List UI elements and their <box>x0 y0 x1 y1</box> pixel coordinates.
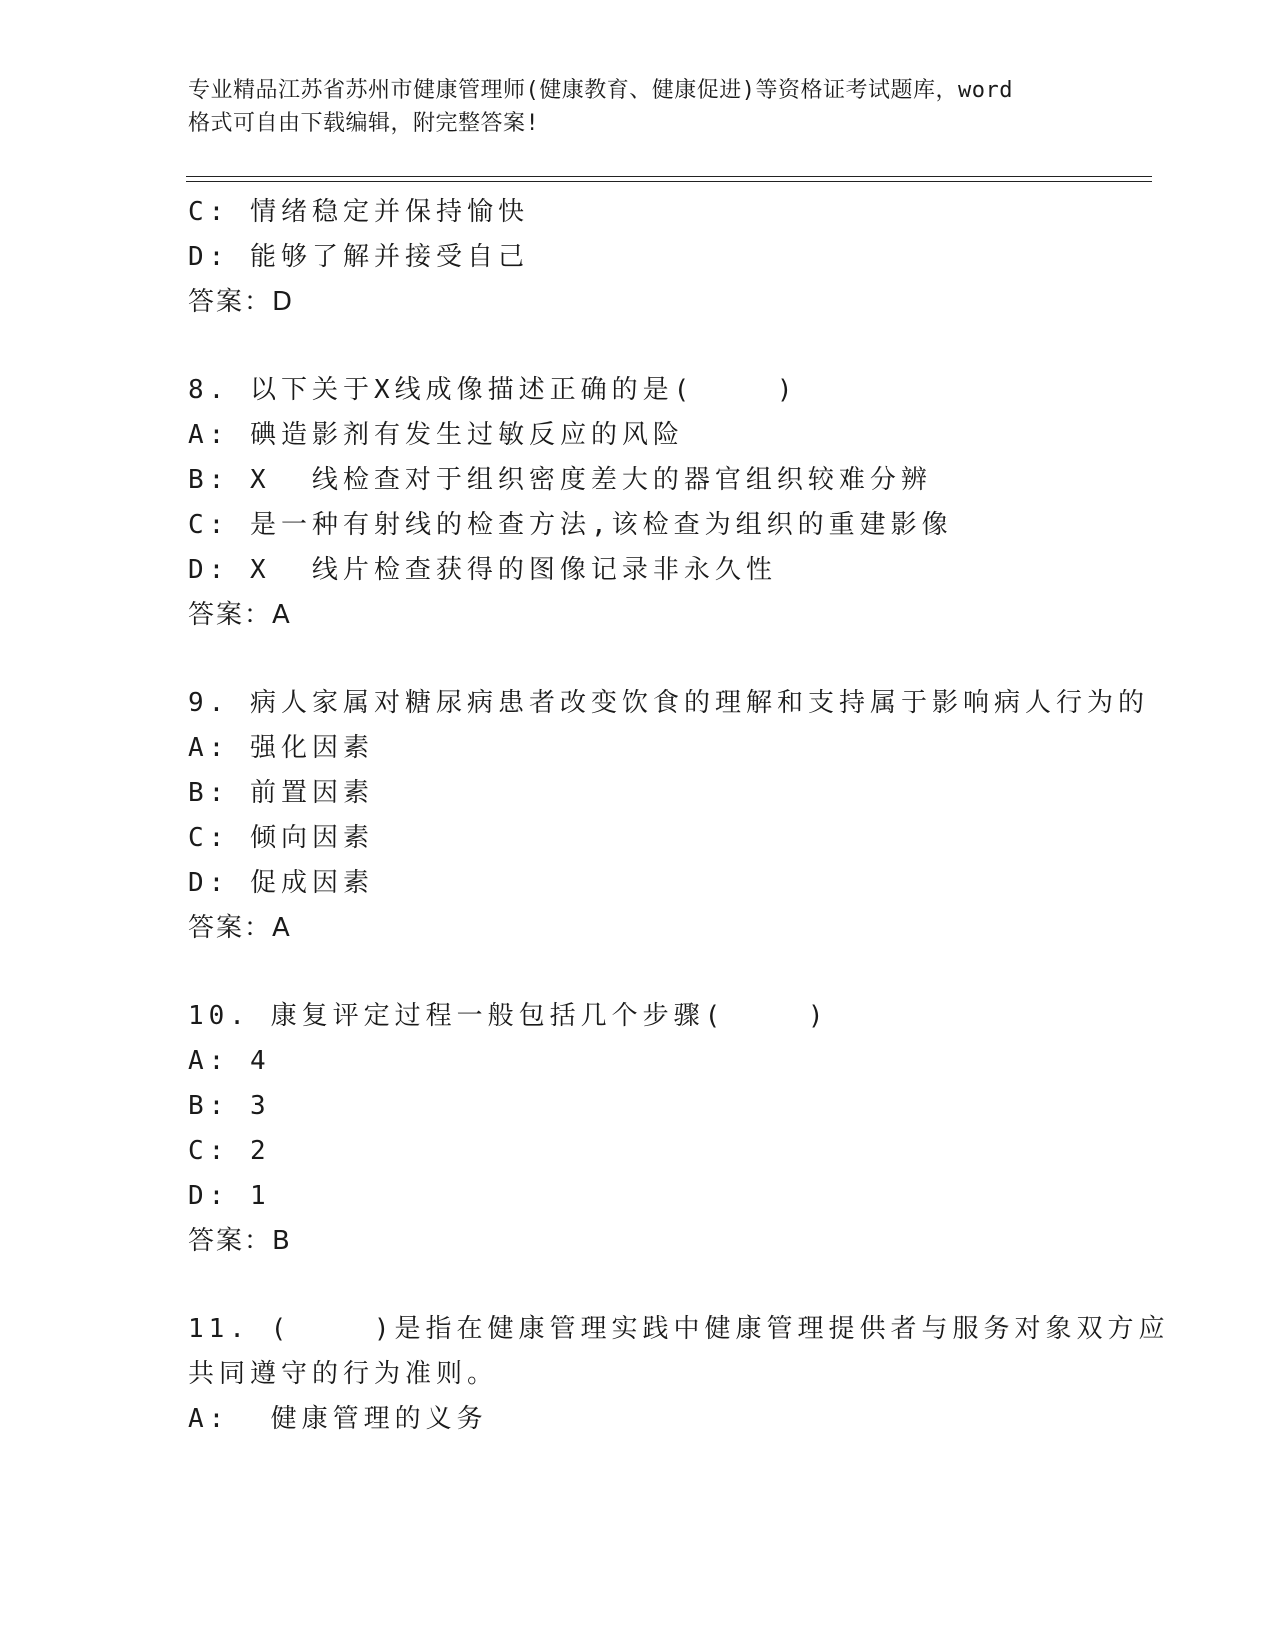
q7-option-d: D: 能够了解并接受自己 <box>188 242 529 272</box>
question-8 <box>188 368 1148 638</box>
q8-option-d: D: X 线片检查获得的图像记录非永久性 <box>188 555 777 585</box>
q11-option-a: A: 健康管理的义务 <box>188 1404 488 1434</box>
spacer <box>188 325 1148 368</box>
spacer <box>188 1264 1148 1307</box>
q8-option-b: B: X 线检查对于组织密度差大的器官组织较难分辨 <box>188 465 932 495</box>
spacer <box>188 951 1148 994</box>
question-11 <box>188 1307 1170 1442</box>
q10-option-d: D: 1 <box>188 1181 271 1211</box>
header-line-2: 格式可自由下载编辑，附完整答案! <box>188 111 540 136</box>
q9-option-d: D: 促成因素 <box>188 868 374 898</box>
q9-option-a: A: 强化因素 <box>188 733 374 763</box>
q10-stem: 10. 康复评定过程一般包括几个步骤( ) <box>188 1001 829 1031</box>
question-7-tail <box>188 190 1148 325</box>
q10-option-a: A: 4 <box>188 1046 271 1076</box>
q9-option-b: B: 前置因素 <box>188 778 374 808</box>
header-divider-bottom <box>186 181 1152 182</box>
q9-stem: 9. 病人家属对糖尿病患者改变饮食的理解和支持属于影响病人行为的 <box>188 688 1149 718</box>
spacer <box>188 638 1148 681</box>
q8-option-a: A: 碘造影剂有发生过敏反应的风险 <box>188 420 684 450</box>
q10-option-b: B: 3 <box>188 1091 271 1121</box>
question-9 <box>188 681 1148 951</box>
q11-stem-line-2: 共同遵守的行为准则。 <box>188 1359 499 1389</box>
q11-stem-line-1: 11. ( )是指在健康管理实践中健康管理提供者与服务对象双方应 <box>188 1314 1170 1344</box>
question-content <box>188 190 1170 1442</box>
q8-option-c: C: 是一种有射线的检查方法,该检查为组织的重建影像 <box>188 510 953 540</box>
q9-answer: 答案：A <box>188 913 292 943</box>
question-10 <box>188 994 1148 1264</box>
q8-stem: 8. 以下关于X线成像描述正确的是( ) <box>188 375 798 405</box>
header-divider-top <box>186 176 1152 177</box>
q9-option-c: C: 倾向因素 <box>188 823 374 853</box>
q7-option-c: C: 情绪稳定并保持愉快 <box>188 197 529 227</box>
q7-answer: 答案：D <box>188 287 295 317</box>
page-header <box>188 74 1088 140</box>
q8-answer: 答案：A <box>188 600 292 630</box>
q10-answer: 答案：B <box>188 1226 292 1256</box>
header-line-1: 专业精品江苏省苏州市健康管理师(健康教育、健康促进)等资格证考试题库，word <box>188 78 1013 103</box>
q10-option-c: C: 2 <box>188 1136 271 1166</box>
